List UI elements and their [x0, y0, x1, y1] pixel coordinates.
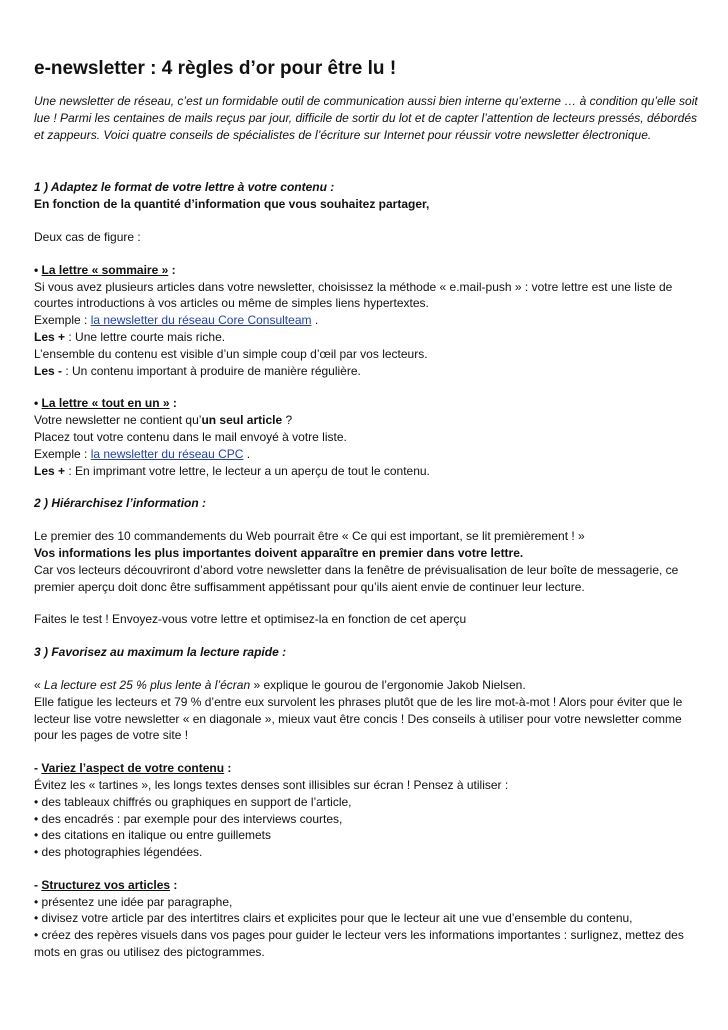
section-2-p1: Le premier des 10 commandements du Web pourrait être « Ce qui est important, se lit premièrement ! »: [34, 529, 585, 544]
bullet: •: [34, 262, 39, 277]
section-1-lead: En fonction de la quantité d’information que vous souhaitez partager,: [34, 197, 430, 212]
section-1-title: 1 ) Adaptez le format de votre lettre à votre contenu :: [34, 180, 335, 195]
list-item: • des tableaux chiffrés ou graphiques en support de l’article,: [34, 794, 352, 809]
section-3-body: [34, 677, 698, 744]
list-item: • des encadrés : par exemple pour des interviews courtes,: [34, 811, 343, 826]
varier-block: [34, 760, 698, 861]
quote-close: » explique le gourou de l’ergonomie Jakob Nielsen.: [250, 677, 526, 692]
colon: :: [168, 262, 176, 277]
minus-text: : Un contenu important à produire de manière régulière.: [62, 363, 361, 378]
section-2-title: 2 ) Hiérarchisez l’information :: [34, 496, 207, 511]
tout-en-un-text-prefix: Votre newsletter ne contient qu’: [34, 413, 202, 428]
colon: :: [224, 761, 232, 776]
intro-paragraph: Une newsletter de réseau, c’est un formidable outil de communication aussi bien interne qu’externe … à condition qu’elle soit lue ! Parmi les centaines de mails reçus par jour, difficile de sortir du lot et de capter l’attention de lecteurs pressés, débordés et zappeurs. Voici quatre conseils de spécialistes de l’écriture sur Internet pour réussir votre newsletter électronique.: [34, 94, 698, 142]
plus-text: : En imprimant votre lettre, le lecteur a un aperçu de tout le contenu.: [65, 463, 430, 478]
plus-text: : Une lettre courte mais riche.: [65, 329, 226, 344]
colon: :: [169, 396, 177, 411]
list-item: • présentez une idée par paragraphe,: [34, 894, 233, 909]
example-prefix: Exemple :: [34, 313, 91, 328]
tout-en-un-heading: La lettre « tout en un »: [41, 396, 170, 411]
list-item: • divisez votre article par des intertitres clairs et explicites pour que le lecteur ait une vue d’ensemble du contenu,: [34, 911, 633, 926]
varier-heading: Variez l’aspect de votre contenu: [41, 761, 225, 776]
plus-label: Les +: [34, 329, 66, 344]
tout-en-un-text-suffix: ?: [282, 413, 293, 428]
tout-en-un-block: [34, 395, 698, 479]
example-suffix: .: [243, 446, 251, 461]
section-2-p1-bold: Vos informations les plus importantes doivent apparaître en premier dans votre lettre.: [34, 545, 524, 560]
sommaire-block: [34, 262, 698, 380]
section-2-body: [34, 528, 698, 595]
section-3-title: 3 ) Favorisez au maximum la lecture rapide :: [34, 645, 287, 660]
list-item: • créez des repères visuels dans vos pages pour guider le lecteur vers les informations importantes : surlignez, mettez des mots en gras ou utilisez des pictogrammes.: [34, 928, 684, 960]
quote-italic: La lecture est 25 % plus lente à l’écran: [44, 677, 251, 692]
section-1-cases: Deux cas de figure :: [34, 229, 141, 244]
plus-label: Les +: [34, 463, 66, 478]
section-3-rest: Elle fatigue les lecteurs et 79 % d’entre eux survolent les phrases plutôt que de les lire mot-à-mot ! Alors pour éviter que le lecteur lise votre newsletter « en diagonale », mieux vaut être concis ! Des conseils à utiliser pour votre newsletter comme pour les pages de votre site !: [34, 694, 683, 743]
section-2-p2: Faites le test ! Envoyez-vous votre lettre et optimisez-la en fonction de cet aperçu: [34, 612, 467, 627]
sommaire-text: Si vous avez plusieurs articles dans votre newsletter, choisissez la méthode « e.mail-push » : votre lettre est une liste de courtes introductions à vos articles ou même de simples liens hypertextes.: [34, 279, 673, 311]
example-suffix: .: [311, 313, 319, 328]
list-item: • des citations en italique ou entre guillemets: [34, 828, 272, 843]
section-2-p1-rest: Car vos lecteurs découvriront d’abord votre newsletter dans la fenêtre de prévisualisation de leur boîte de messagerie, ce premier aperçu doit donc être suffisamment appétissant pour qu’ils aient envie de continuer leur lecture.: [34, 562, 679, 594]
cpc-link[interactable]: la newsletter du réseau CPC: [90, 446, 244, 461]
page-title: e-newsletter : 4 règles d’or pour être lu !: [34, 58, 397, 79]
quote-open: «: [34, 677, 45, 692]
structurez-block: [34, 877, 698, 961]
dash: -: [34, 761, 38, 776]
sommaire-heading: La lettre « sommaire »: [41, 262, 169, 277]
colon: :: [170, 877, 178, 892]
structurez-heading: Structurez vos articles: [41, 877, 171, 892]
list-item: • des photographies légendées.: [34, 845, 203, 860]
minus-label: Les -: [34, 363, 63, 378]
tout-en-un-text-2: Placez tout votre contenu dans le mail envoyé à votre liste.: [34, 429, 347, 444]
core-consulteam-link[interactable]: la newsletter du réseau Core Consulteam: [90, 313, 312, 328]
varier-intro: Évitez les « tartines », les longs textes denses sont illisibles sur écran ! Pensez à utiliser :: [34, 777, 509, 792]
bullet: •: [34, 396, 39, 411]
tout-en-un-text-bold: un seul article: [201, 413, 283, 428]
dash: -: [34, 877, 38, 892]
sommaire-view-text: L’ensemble du contenu est visible d’un simple coup d’œil par vos lecteurs.: [34, 346, 428, 361]
example-prefix: Exemple :: [34, 446, 91, 461]
